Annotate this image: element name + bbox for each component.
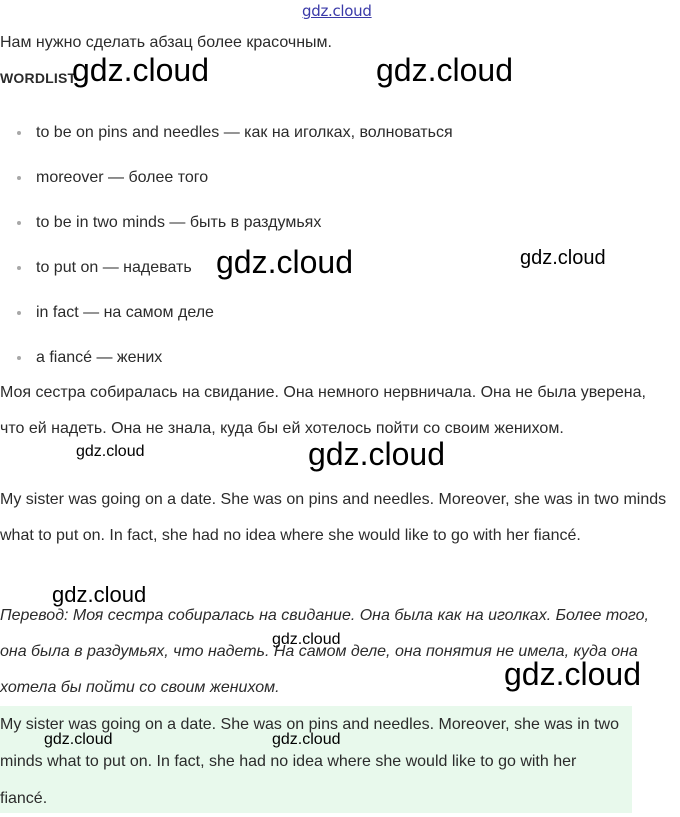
wordlist-entry: to be on pins and needles — как на иголках, волноваться (36, 124, 453, 141)
wordlist-entry: a fiancé — жених (36, 349, 163, 366)
bullet-icon (17, 311, 21, 315)
translation-paragraph: Перевод: Моя сестра собиралась на свидание. Она была как на иголках. Более того, она была в раздумьях, что надеть. На самом деле, она понятия не имела, куда она хотела бы пойти со своим женихом. (0, 607, 649, 696)
watermark: gdz.cloud (308, 436, 445, 472)
list-item (0, 163, 600, 208)
watermark: gdz.cloud (52, 582, 147, 607)
bullet-icon (17, 221, 21, 225)
bullet-icon (17, 356, 21, 360)
watermark: gdz.cloud (216, 244, 353, 280)
english-paragraph: My sister was going on a date. She was on pins and needles. Moreover, she was in two minds what to put on. In fact, she had no idea where she would like to go with her fiancé. (0, 491, 667, 544)
bullet-icon (17, 176, 21, 180)
watermark: gdz.cloud (520, 247, 606, 269)
watermark: gdz.cloud (504, 656, 641, 692)
site-link[interactable]: gdz.cloud (302, 2, 372, 20)
list-item (0, 118, 600, 163)
russian-paragraph: Моя сестра собиралась на свидание. Она немного нервничала. Она не была уверена, что ей надеть. Она не знала, куда бы ей хотелось пойти со своим женихом. (0, 384, 646, 437)
watermark: gdz.cloud (44, 731, 113, 748)
bullet-icon (17, 266, 21, 270)
watermark: gdz.cloud (76, 443, 145, 460)
list-item (0, 298, 600, 343)
wordlist-entry: to be in two minds — быть в раздумьях (36, 214, 322, 231)
watermark: gdz.cloud (376, 52, 513, 88)
answer-box (0, 706, 632, 813)
intro-text: Нам нужно сделать абзац более красочным. (0, 34, 332, 51)
wordlist-entry: to put on — надевать (36, 259, 192, 276)
watermark: gdz.cloud (272, 631, 341, 648)
wordlist-heading: WORDLIST (0, 70, 77, 86)
answer-paragraph: My sister was going on a date. She was on pins and needles. Moreover, she was in two minds what to put on. In fact, she had no idea where she would like to go with her fiancé. (0, 716, 620, 807)
bullet-icon (17, 131, 21, 135)
wordlist-entry: in fact — на самом деле (36, 304, 214, 321)
watermark: gdz.cloud (272, 731, 341, 748)
wordlist-entry: moreover — более того (36, 169, 209, 186)
watermark: gdz.cloud (72, 52, 209, 88)
